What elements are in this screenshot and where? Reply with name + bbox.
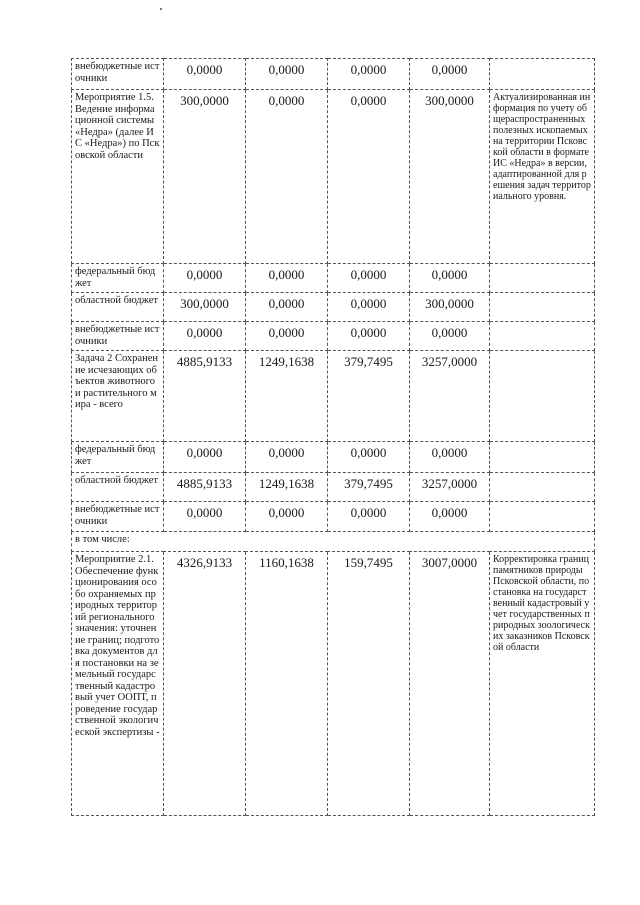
budget-table xyxy=(71,58,595,816)
value-cell: 1160,1638 xyxy=(246,552,328,816)
value-cell: 0,0000 xyxy=(164,322,246,351)
value-cell: 0,0000 xyxy=(246,502,328,532)
result-cell xyxy=(490,293,595,322)
result-cell xyxy=(490,473,595,502)
value-cell: 1249,1638 xyxy=(246,473,328,502)
row-name: федеральный бюджет xyxy=(72,264,164,293)
value-cell: 0,0000 xyxy=(246,264,328,293)
value-cell: 0,0000 xyxy=(410,442,490,473)
value-cell: 0,0000 xyxy=(328,59,410,90)
value-cell: 0,0000 xyxy=(164,264,246,293)
result-cell xyxy=(490,322,595,351)
value-cell: 0,0000 xyxy=(328,293,410,322)
value-cell: 300,0000 xyxy=(164,90,246,264)
value-cell: 0,0000 xyxy=(410,322,490,351)
table-row xyxy=(72,264,595,293)
row-name: областной бюджет xyxy=(72,293,164,322)
table-row xyxy=(72,322,595,351)
value-cell: 379,7495 xyxy=(328,351,410,442)
row-name: федеральный бюджет xyxy=(72,442,164,473)
result-cell: Корректировка границ памятников природы Псковской области, постановка на государственный кадастровый учет государственных природных зоологических заказников Псковской области xyxy=(490,552,595,816)
value-cell: 0,0000 xyxy=(328,442,410,473)
table-row xyxy=(72,532,595,552)
table-row xyxy=(72,59,595,90)
value-cell: 159,7495 xyxy=(328,552,410,816)
value-cell: 300,0000 xyxy=(410,293,490,322)
row-name: областной бюджет xyxy=(72,473,164,502)
value-cell: 4885,9133 xyxy=(164,473,246,502)
value-cell: 300,0000 xyxy=(410,90,490,264)
value-cell: 4885,9133 xyxy=(164,351,246,442)
value-cell: 300,0000 xyxy=(164,293,246,322)
result-cell xyxy=(490,351,595,442)
result-cell: Актуализированная информация по учету общераспространенных полезных ископаемых на территории Псковской области в формате ИС «Недра» в версии, адаптированной для решения задач территориального уровня. xyxy=(490,90,595,264)
row-name: Мероприятие 1.5. Ведение информационной системы «Недра» (далее ИС «Недра») по Псковской области xyxy=(72,90,164,264)
value-cell: 0,0000 xyxy=(246,322,328,351)
value-cell: 4326,9133 xyxy=(164,552,246,816)
value-cell: 0,0000 xyxy=(246,59,328,90)
value-cell: 0,0000 xyxy=(328,90,410,264)
value-cell: 0,0000 xyxy=(328,322,410,351)
value-cell: 1249,1638 xyxy=(246,351,328,442)
value-cell: 0,0000 xyxy=(410,264,490,293)
value-cell: 3007,0000 xyxy=(410,552,490,816)
result-cell xyxy=(490,502,595,532)
row-name: Мероприятие 2.1. Обеспечение функционирования особо охраняемых природных территорий регионального значения: уточнение границ; подготовка документов для постановки на земельный государственный кадастровый учет ООПТ, проведение государственной экологической экспертизы - xyxy=(72,552,164,816)
value-cell: 0,0000 xyxy=(246,293,328,322)
value-cell: 0,0000 xyxy=(164,59,246,90)
value-cell: 379,7495 xyxy=(328,473,410,502)
table-row xyxy=(72,90,595,264)
table-row xyxy=(72,351,595,442)
result-cell xyxy=(490,59,595,90)
value-cell: 0,0000 xyxy=(410,502,490,532)
row-name: внебюджетные источники xyxy=(72,502,164,532)
row-name: внебюджетные источники xyxy=(72,59,164,90)
table-row xyxy=(72,473,595,502)
value-cell: 0,0000 xyxy=(410,59,490,90)
value-cell: 0,0000 xyxy=(246,90,328,264)
row-name: внебюджетные источники xyxy=(72,322,164,351)
value-cell: 3257,0000 xyxy=(410,351,490,442)
result-cell xyxy=(490,442,595,473)
page-mark xyxy=(160,8,162,10)
value-cell: 3257,0000 xyxy=(410,473,490,502)
value-cell: 0,0000 xyxy=(328,502,410,532)
value-cell: 0,0000 xyxy=(328,264,410,293)
row-name: Задача 2 Сохранение исчезающих объектов животного и растительного мира - всего xyxy=(72,351,164,442)
value-cell: 0,0000 xyxy=(164,442,246,473)
in-that-number-label: в том числе: xyxy=(72,532,595,552)
table-row xyxy=(72,552,595,816)
table-row xyxy=(72,502,595,532)
value-cell: 0,0000 xyxy=(246,442,328,473)
table-row xyxy=(72,293,595,322)
table-row xyxy=(72,442,595,473)
result-cell xyxy=(490,264,595,293)
value-cell: 0,0000 xyxy=(164,502,246,532)
